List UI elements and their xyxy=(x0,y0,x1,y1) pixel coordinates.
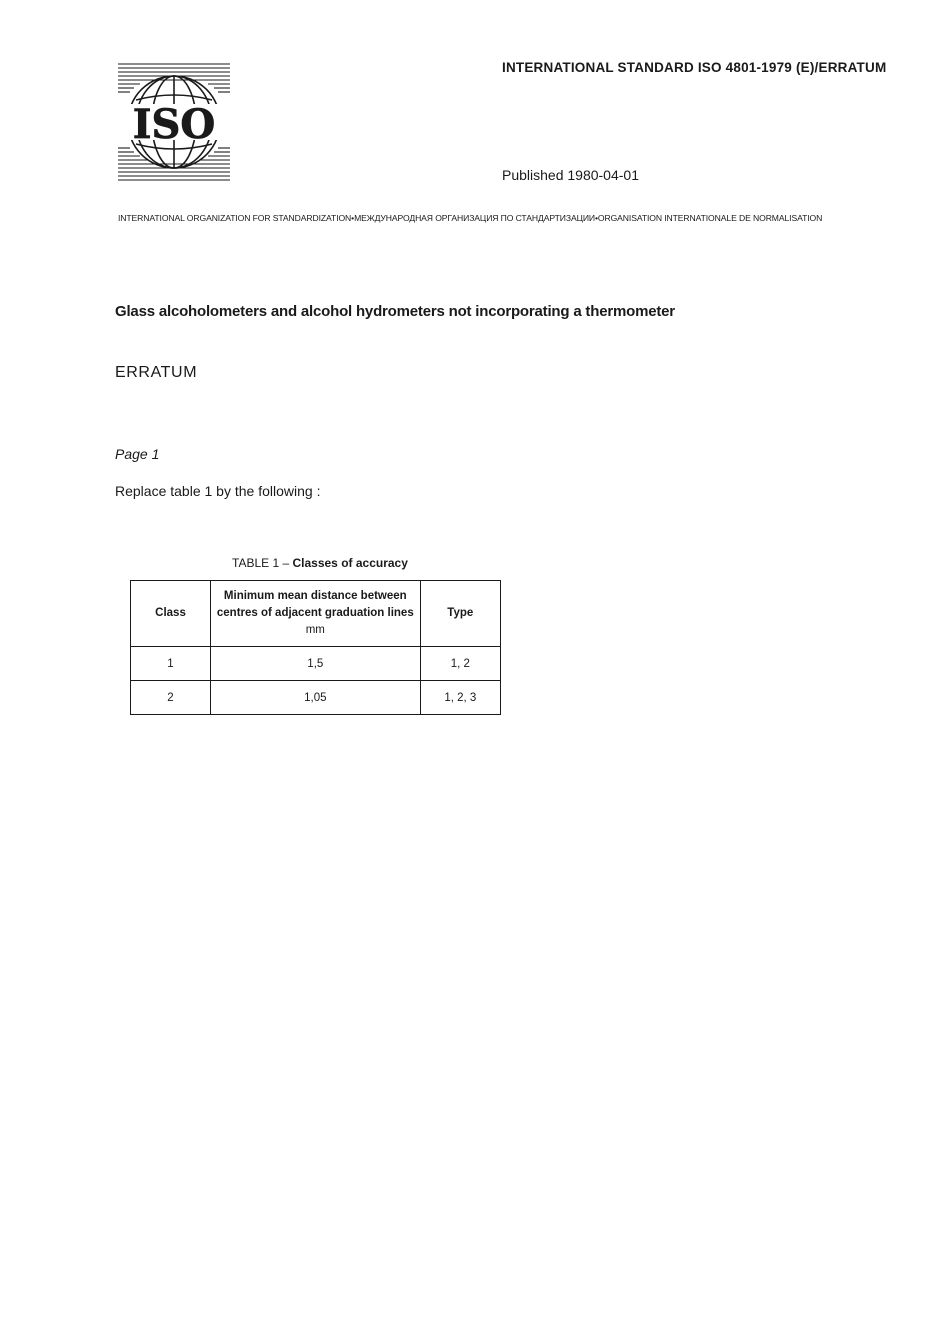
iso-globe-icon xyxy=(118,60,230,184)
header-distance xyxy=(211,581,421,647)
table-row xyxy=(131,681,501,715)
cell-class: 2 xyxy=(131,681,211,715)
svg-text:ISO: ISO xyxy=(132,101,216,148)
document-title: Glass alcoholometers and alcohol hydrometers not incorporating a thermometer xyxy=(115,303,675,320)
cell-type: 1, 2 xyxy=(420,647,500,681)
table-caption-prefix: TABLE 1 – xyxy=(232,556,293,570)
header-type: Type xyxy=(420,581,500,647)
table-row xyxy=(131,647,501,681)
published-date: Published 1980-04-01 xyxy=(502,167,639,183)
table-header-row xyxy=(131,581,501,647)
header-distance-label: Minimum mean distance between centres of adjacent graduation lines xyxy=(216,590,414,619)
page-reference: Page 1 xyxy=(115,446,160,462)
cell-distance: 1,5 xyxy=(211,647,421,681)
standard-title: INTERNATIONAL STANDARD ISO 4801-1979 (E)/ERRATUM xyxy=(502,60,887,75)
instruction-text: Replace table 1 by the following : xyxy=(115,483,321,499)
cell-type: 1, 2, 3 xyxy=(420,681,500,715)
table-caption-title: Classes of accuracy xyxy=(292,556,408,570)
accuracy-table xyxy=(130,580,501,715)
header-class: Class xyxy=(131,581,211,647)
organization-line: INTERNATIONAL ORGANIZATION FOR STANDARDIZATION•МЕЖДУНАРОДНАЯ ОРГАНИЗАЦИЯ ПО СТАНДАРТИЗАЦИИ•ORGANISATION INTERNATIONALE DE NORMALISATION xyxy=(118,213,823,223)
iso-logo xyxy=(118,60,230,184)
table-caption xyxy=(232,556,408,570)
header-distance-unit: mm xyxy=(305,624,325,636)
document-subtitle: ERRATUM xyxy=(115,364,198,381)
cell-class: 1 xyxy=(131,647,211,681)
cell-distance: 1,05 xyxy=(211,681,421,715)
